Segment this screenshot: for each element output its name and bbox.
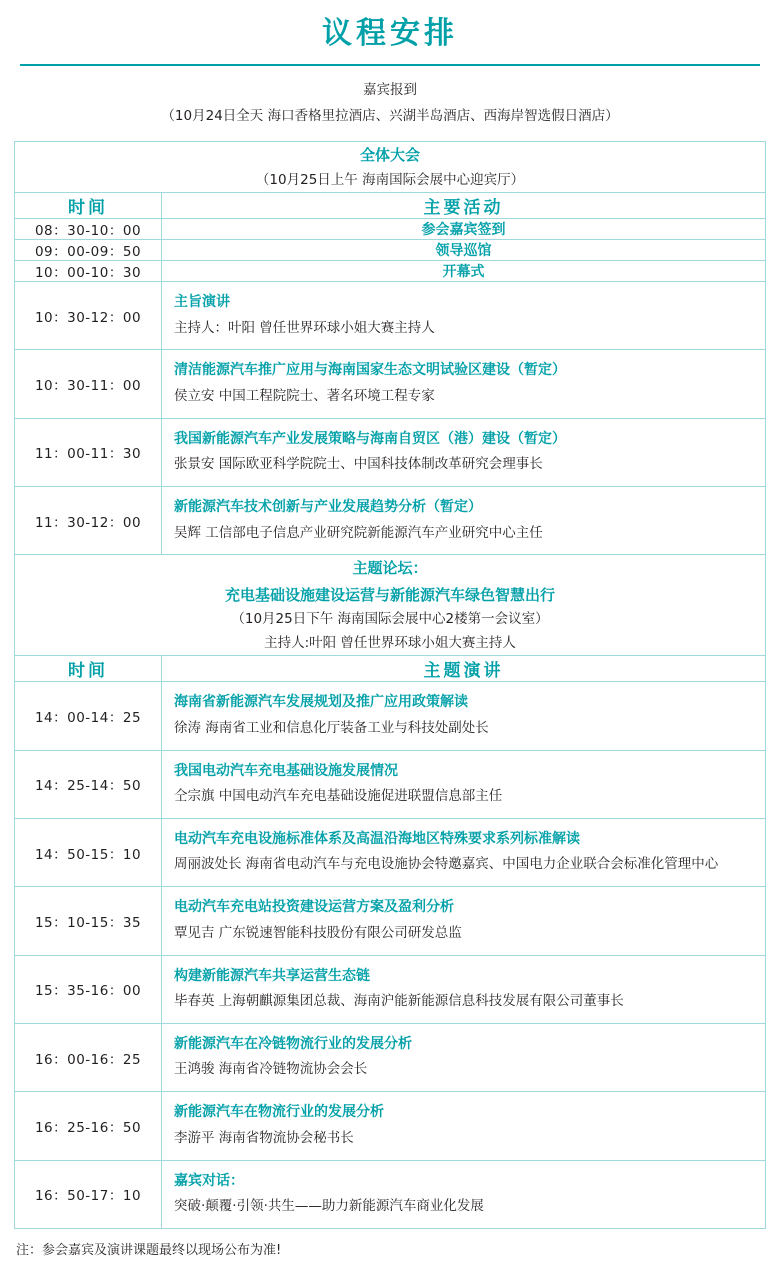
header-time-1: 时间: [15, 193, 162, 219]
row-topic: 海南省新能源汽车发展规划及推广应用政策解读: [174, 694, 468, 711]
table-row: [15, 1160, 766, 1228]
row-speaker: 王鸿骏 海南省冷链物流协会会长: [174, 1061, 368, 1078]
row-time: 16：50-17：10: [15, 1160, 162, 1228]
header-time-2: 时间: [15, 656, 162, 682]
row-activity: [162, 1092, 766, 1160]
row-topic: 我国新能源汽车产业发展策略与海南自贸区（港）建设（暂定）: [174, 430, 566, 447]
row-speaker: 吴辉 工信部电子信息产业研究院新能源汽车产业研究中心主任: [174, 524, 543, 541]
header-activity-2: 主题演讲: [162, 656, 766, 682]
title-divider: [20, 64, 760, 66]
row-time: 14：00-14：25: [15, 682, 162, 750]
table-row: [15, 487, 766, 555]
forum-banner-title: 充电基础设施建设运营与新能源汽车绿色智慧出行: [224, 585, 555, 604]
row-activity: [162, 282, 766, 350]
header-activity-1: 主要活动: [162, 193, 766, 219]
table-row: [15, 261, 766, 282]
row-speaker: 侯立安 中国工程院院士、著名环境工程专家: [174, 387, 435, 404]
table-header-row-1: [15, 193, 766, 219]
row-time: 14：25-14：50: [15, 750, 162, 818]
row-speaker: 李游平 海南省物流协会秘书长: [174, 1129, 354, 1146]
table-row: [15, 1023, 766, 1091]
row-time: 16：00-16：25: [15, 1023, 162, 1091]
footnote: 注：参会嘉宾及演讲课题最终以现场公布为准!: [16, 1242, 282, 1258]
row-time: 08：30-10：00: [15, 219, 162, 240]
row-activity: [162, 682, 766, 750]
table-row: [15, 240, 766, 261]
row-speaker: 主持人：叶阳 曾任世界环球小姐大赛主持人: [174, 319, 435, 336]
forum-banner-label: 主题论坛：: [352, 559, 428, 578]
table-row: [15, 818, 766, 886]
registration-note-line2: （10月24日全天 海口香格里拉酒店、兴湖半岛酒店、西海岸智选假日酒店）: [161, 107, 619, 124]
table-row: [15, 282, 766, 350]
table-row: [15, 887, 766, 955]
row-topic: 新能源汽车技术创新与产业发展趋势分析（暂定）: [174, 499, 482, 516]
row-time: 16：25-16：50: [15, 1092, 162, 1160]
table-row: [15, 750, 766, 818]
row-activity: 开幕式: [162, 261, 766, 282]
row-time: 14：50-15：10: [15, 818, 162, 886]
registration-note: [14, 78, 766, 141]
row-speaker: 毕春英 上海朝麒源集团总裁、海南沪能新能源信息科技发展有限公司董事长: [174, 992, 624, 1009]
table-row: [15, 1092, 766, 1160]
plenary-banner-row: [15, 142, 766, 193]
row-topic: 我国电动汽车充电基础设施发展情况: [174, 762, 398, 779]
table-header-row-2: [15, 656, 766, 682]
row-topic: 构建新能源汽车共享运营生态链: [174, 967, 370, 984]
forum-banner-host: 主持人:叶阳 曾任世界环球小姐大赛主持人: [264, 634, 516, 651]
plenary-banner: [15, 142, 766, 193]
table-row: [15, 682, 766, 750]
row-activity: [162, 350, 766, 418]
agenda-table: [14, 141, 766, 1229]
row-time: 11：00-11：30: [15, 418, 162, 486]
page-title: 议程安排: [322, 16, 458, 51]
row-topic: 新能源汽车在冷链物流行业的发展分析: [174, 1035, 412, 1052]
forum-banner: [15, 555, 766, 656]
table-row: [15, 219, 766, 240]
row-activity: [162, 1160, 766, 1228]
row-speaker: 突破·颠覆·引领·共生——助力新能源汽车商业化发展: [174, 1197, 484, 1214]
row-speaker: 徐涛 海南省工业和信息化厅装备工业与科技处副处长: [174, 719, 489, 736]
row-time: 15：35-16：00: [15, 955, 162, 1023]
row-activity: 参会嘉宾签到: [162, 219, 766, 240]
row-topic: 主旨演讲: [174, 294, 230, 311]
row-topic: 嘉宾对话：: [174, 1172, 244, 1189]
row-activity: [162, 818, 766, 886]
row-topic: 电动汽车充电站投资建设运营方案及盈利分析: [174, 899, 454, 916]
row-time: 10：30-11：00: [15, 350, 162, 418]
row-speaker: 仝宗旗 中国电动汽车充电基础设施促进联盟信息部主任: [174, 787, 503, 804]
row-topic: 电动汽车充电设施标准体系及高温沿海地区特殊要求系列标准解读: [174, 830, 580, 847]
row-activity: [162, 887, 766, 955]
row-speaker: 周丽波处长 海南省电动汽车与充电设施协会特邀嘉宾、中国电力企业联合会标准化管理中心: [174, 856, 719, 873]
row-time: 09：00-09：50: [15, 240, 162, 261]
row-activity: 领导巡馆: [162, 240, 766, 261]
table-row: [15, 955, 766, 1023]
table-row: [15, 418, 766, 486]
row-activity: [162, 750, 766, 818]
registration-note-line1: 嘉宾报到: [363, 82, 417, 98]
row-time: 10：30-12：00: [15, 282, 162, 350]
row-time: 11：30-12：00: [15, 487, 162, 555]
row-speaker: 张景安 国际欧亚科学院院士、中国科技体制改革研究会理事长: [174, 456, 543, 473]
row-activity: [162, 418, 766, 486]
row-activity: [162, 487, 766, 555]
forum-banner-venue: （10月25日下午 海南国际会展中心2楼第一会议室）: [231, 610, 549, 627]
forum-banner-row: [15, 555, 766, 656]
plenary-banner-subtitle: （10月25日上午 海南国际会展中心迎宾厅）: [255, 171, 525, 188]
row-activity: [162, 1023, 766, 1091]
row-topic: 新能源汽车在物流行业的发展分析: [174, 1104, 384, 1121]
row-topic: 清洁能源汽车推广应用与海南国家生态文明试验区建设（暂定）: [174, 362, 566, 379]
row-speaker: 覃见吉 广东锐速智能科技股份有限公司研发总监: [174, 924, 462, 941]
plenary-banner-title: 全体大会: [359, 146, 420, 165]
row-time: 10：00-10：30: [15, 261, 162, 282]
table-row: [15, 350, 766, 418]
row-time: 15：10-15：35: [15, 887, 162, 955]
row-activity: [162, 955, 766, 1023]
